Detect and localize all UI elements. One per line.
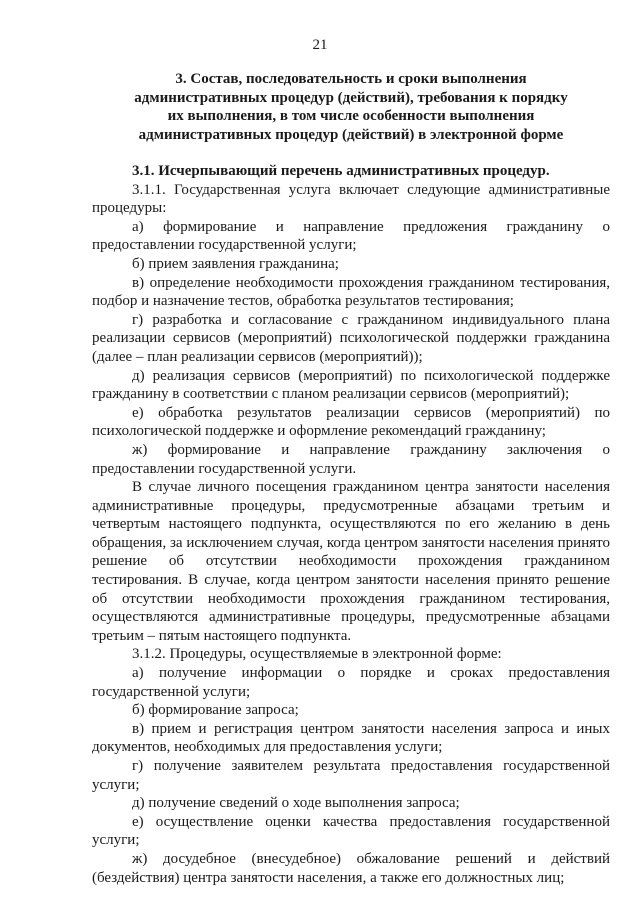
list-item: в) прием и регистрация центром занятости населения запроса и иных документов, необходимых для предоставления услуги; xyxy=(92,720,610,756)
subsection-heading: 3.1. Исчерпывающий перечень административных процедур. xyxy=(132,163,550,179)
list-item: б) формирование запроса; xyxy=(132,702,299,719)
list-item: д) реализация сервисов (мероприятий) по психологической поддержке гражданину в соответствии с планом реализации сервисов (мероприятий); xyxy=(92,367,610,403)
section-heading xyxy=(92,70,610,144)
section-heading-line: их выполнения, в том числе особенности выполнения xyxy=(167,108,535,125)
list-item: г) получение заявителем результата предоставления государственной услуги; xyxy=(92,758,610,793)
list-item: ж) формирование и направление гражданину заключения о предоставлении государственной услуги. xyxy=(92,441,610,477)
list-item: б) прием заявления гражданина; xyxy=(132,255,339,272)
section-heading-line: административных процедур (действий) в электронной форме xyxy=(138,126,564,143)
section-heading-line: административных процедур (действий), требования к порядку xyxy=(134,89,568,106)
section-heading-line: 3. Состав, последовательность и сроки выполнения xyxy=(175,71,527,87)
page-number: 21 xyxy=(312,37,328,53)
paragraph: 3.1.1. Государственная услуга включает следующие административные процедуры: xyxy=(92,181,610,217)
list-item: д) получение сведений о ходе выполнения запроса; xyxy=(132,795,460,812)
paragraph: В случае личного посещения гражданином центра занятости населения административные процедуры, предусмотренные абзацами третьим и четвертым настоящего подпункта, осуществляются по его желанию в день обращения, за исключением случая, когда центром занятости населения принято решение об отсутствии необходимости прохождения гражданином тестирования. В случае, когда центром занятости населения принято решение об отсутствии необходимости прохождения гражданином тестирования, осуществляются административные процедуры, предусмотренные абзацами третьим – пятым настоящего подпункта. xyxy=(92,479,610,644)
list-item: е) осуществление оценки качества предоставления государственной услуги; xyxy=(92,813,610,849)
list-item: г) разработка и согласование с гражданином индивидуального плана реализации сервисов (мероприятий) психологической поддержки гражданина (далее – план реализации сервисов (мероприятий)); xyxy=(92,311,610,365)
list-item: а) получение информации о порядке и сроках предоставления государственной услуги; xyxy=(92,665,610,700)
document-body xyxy=(92,162,610,887)
list-item: а) формирование и направление предложения гражданину о предоставлении государственной услуги; xyxy=(92,218,610,254)
list-item: е) обработка результатов реализации сервисов (мероприятий) по психологической поддержке и оформление рекомендаций гражданину; xyxy=(92,404,610,440)
list-item: ж) досудебное (внесудебное) обжалование решений и действий (бездействия) центра занятости населения, а также его должностных лиц; xyxy=(92,850,610,886)
list-item: в) определение необходимости прохождения гражданином тестирования, подбор и назначение тестов, обработка результатов тестирования; xyxy=(92,274,610,310)
paragraph: 3.1.2. Процедуры, осуществляемые в электронной форме: xyxy=(132,646,502,663)
